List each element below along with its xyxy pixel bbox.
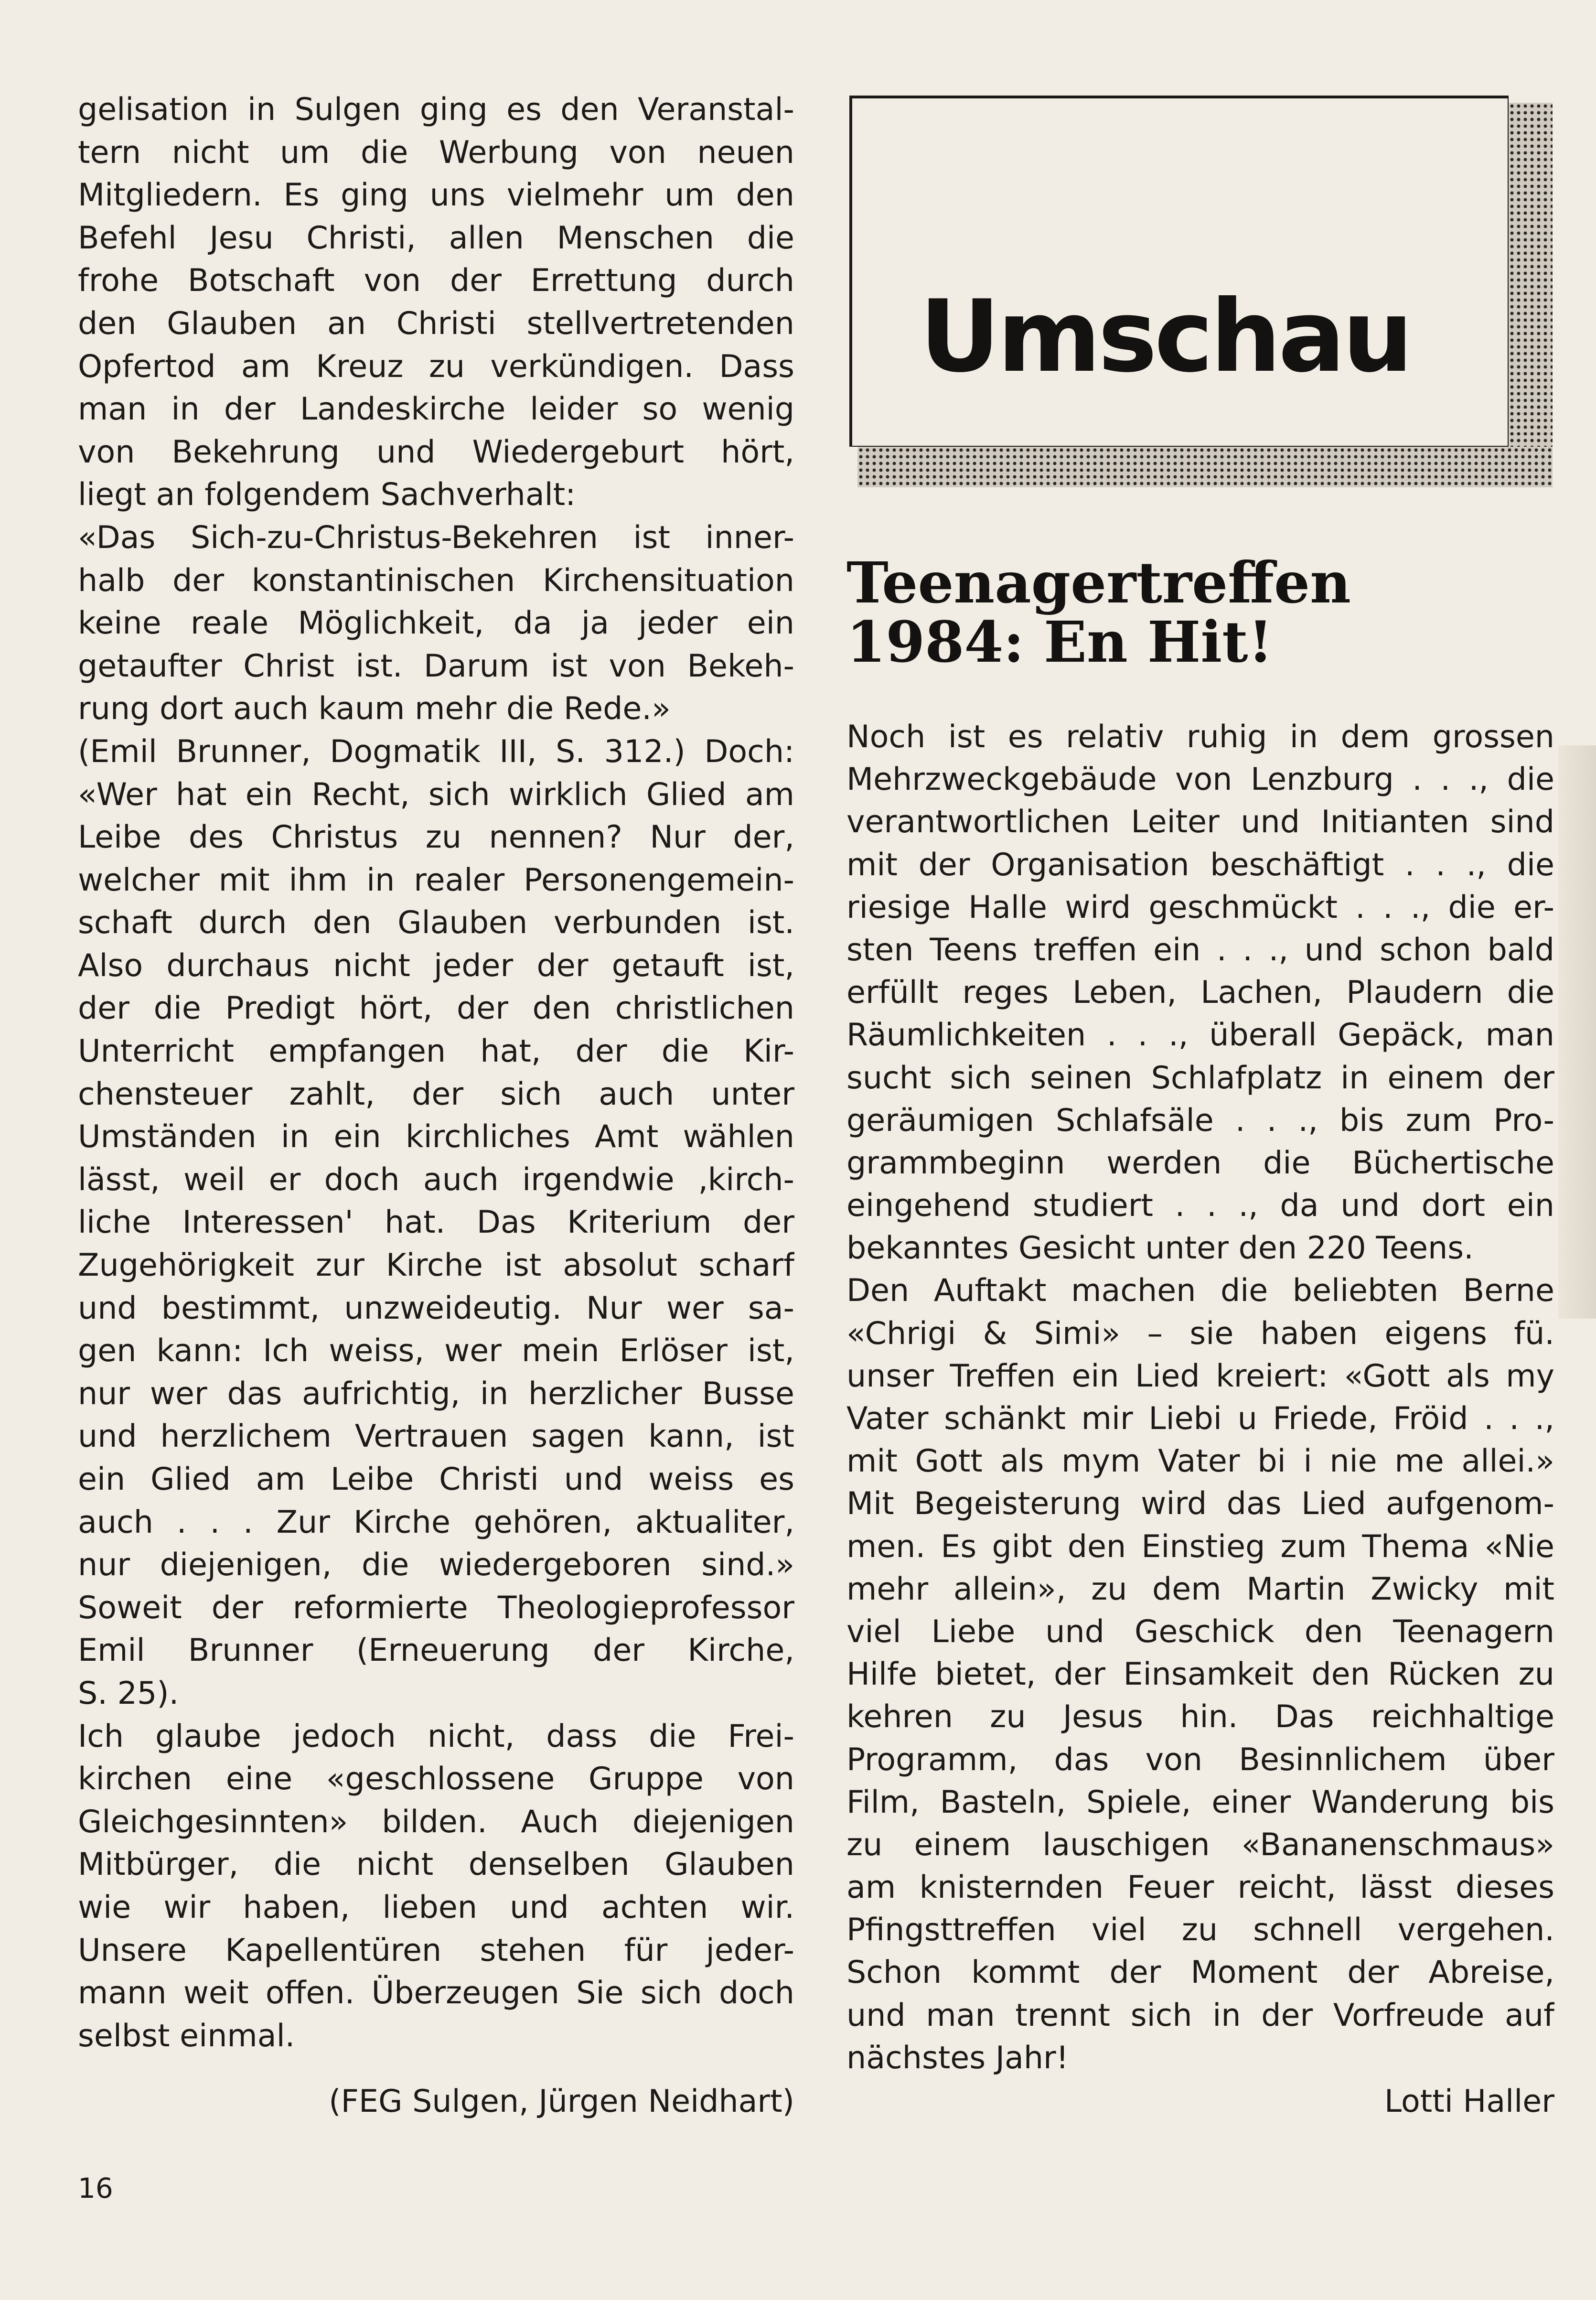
article-line: Film, Basteln, Spiele, einer Wanderung bis bbox=[846, 1784, 1554, 1820]
article-line: Den Auftakt machen die beliebten Berne bbox=[846, 1273, 1554, 1309]
left-column-line: gen kann: Ich weiss, wer mein Erlöser ist, bbox=[78, 1333, 794, 1369]
left-column-line: halb der konstantinischen Kirchensituation bbox=[78, 562, 794, 599]
left-column-line: ein Glied am Leibe Christi und weiss es bbox=[78, 1462, 794, 1497]
left-column-signature: (FEG Sulgen, Jürgen Neidhart) bbox=[329, 2084, 794, 2119]
left-column-line: tern nicht um die Werbung von neuen bbox=[78, 134, 794, 171]
left-column-line: und bestimmt, unzweideutig. Nur wer sa- bbox=[78, 1290, 794, 1326]
article-line: sten Teens treffen ein . . ., und schon bald bbox=[846, 932, 1554, 968]
article-line: nächstes Jahr! bbox=[846, 2040, 1069, 2076]
left-column-line: Leibe des Christus zu nennen? Nur der, bbox=[78, 819, 794, 856]
article-line: verantwortlichen Leiter und Initianten sind bbox=[846, 804, 1554, 840]
article-line: zu einem lauschigen «Bananenschmaus» bbox=[846, 1827, 1554, 1863]
left-column-line: Mitbürger, die nicht denselben Glauben bbox=[78, 1847, 794, 1883]
left-column-line: von Bekehrung und Wiedergeburt hört, bbox=[78, 434, 794, 470]
left-column-line: gelisation in Sulgen ging es den Veranstal- bbox=[78, 92, 794, 128]
article-line: bekanntes Gesicht unter den 220 Teens. bbox=[846, 1230, 1474, 1267]
article-line: mit der Organisation beschäftigt . . ., die bbox=[846, 847, 1554, 883]
left-column-line: nur diejenigen, die wiedergeboren sind.» bbox=[78, 1547, 794, 1583]
left-column-line: liche Interessen' hat. Das Kriterium der bbox=[78, 1204, 794, 1241]
section-box-shadow-right bbox=[1509, 103, 1553, 487]
left-column-line: «Wer hat ein Recht, sich wirklich Glied am bbox=[78, 776, 794, 813]
left-column-line: liegt an folgendem Sachverhalt: bbox=[78, 477, 576, 513]
article-author: Lotti Haller bbox=[1384, 2084, 1554, 2119]
article-headline-line-2: 1984: En Hit! bbox=[846, 609, 1273, 675]
article-line: mehr allein», zu dem Martin Zwicky mit bbox=[846, 1571, 1554, 1607]
article-line: Programm, das von Besinnlichem über bbox=[846, 1741, 1554, 1778]
page-number: 16 bbox=[78, 2172, 113, 2204]
article-headline-line-1: Teenagertreffen bbox=[846, 549, 1351, 616]
article-line: Schon kommt der Moment der Abreise, bbox=[846, 1955, 1554, 1991]
left-column-line: man in der Landeskirche leider so wenig bbox=[78, 391, 794, 428]
article-line: erfüllt reges Leben, Lachen, Plaudern die bbox=[846, 975, 1554, 1011]
left-column-line: wie wir haben, lieben und achten wir. bbox=[78, 1889, 794, 1925]
left-column-line: kirchen eine «geschlossene Gruppe von bbox=[78, 1761, 794, 1797]
article-line: Räumlichkeiten . . ., überall Gepäck, man bbox=[846, 1017, 1554, 1053]
left-column-line: und herzlichem Vertrauen sagen kann, ist bbox=[78, 1419, 794, 1455]
left-column-line: nur wer das aufrichtig, in herzlicher Busse bbox=[78, 1376, 794, 1412]
left-column-line: Umständen in ein kirchliches Amt wählen bbox=[78, 1119, 794, 1155]
article-line: viel Liebe und Geschick den Teenagern bbox=[846, 1613, 1554, 1650]
article-line: Mit Begeisterung wird das Lied aufgenom- bbox=[846, 1486, 1554, 1522]
left-column-line: Mitgliedern. Es ging uns vielmehr um den bbox=[78, 177, 794, 214]
left-column-line: Befehl Jesu Christi, allen Menschen die bbox=[78, 220, 794, 256]
article-line: grammbeginn werden die Büchertische bbox=[846, 1145, 1554, 1181]
left-column-line: rung dort auch kaum mehr die Rede.» bbox=[78, 691, 671, 727]
left-column-line: Soweit der reformierte Theologieprofessor bbox=[78, 1590, 794, 1626]
left-column-text bbox=[78, 88, 794, 2057]
section-title: Umschau bbox=[920, 279, 1411, 395]
left-column-line: (Emil Brunner, Dogmatik III, S. 312.) Doch: bbox=[78, 733, 794, 770]
left-column-line: schaft durch den Glauben verbunden ist. bbox=[78, 905, 794, 941]
left-column-line: lässt, weil er doch auch irgendwie ‚kirch- bbox=[78, 1161, 794, 1198]
article-line: mit Gott als mym Vater bi i nie me allei.» bbox=[846, 1443, 1554, 1480]
article-line: am knisternden Feuer reicht, lässt dieses bbox=[846, 1870, 1554, 1906]
article-line: kehren zu Jesus hin. Das reichhaltige bbox=[846, 1699, 1554, 1735]
left-column-line: frohe Botschaft von der Errettung durch bbox=[78, 263, 794, 299]
article-line: unser Treffen ein Lied kreiert: «Gott als my bbox=[846, 1358, 1554, 1394]
left-column-line: Zugehörigkeit zur Kirche ist absolut scharf bbox=[78, 1247, 794, 1284]
left-column-line: mann weit offen. Überzeugen Sie sich doch bbox=[78, 1975, 794, 2011]
left-column-line: Also durchaus nicht jeder der getauft ist, bbox=[78, 947, 794, 984]
left-column-line: chensteuer zahlt, der sich auch unter bbox=[78, 1076, 794, 1112]
left-column-line: getaufter Christ ist. Darum ist von Bekeh- bbox=[78, 648, 794, 684]
article-line: und man trennt sich in der Vorfreude auf bbox=[846, 1997, 1554, 2033]
left-column-line: der die Predigt hört, der den christlichen bbox=[78, 990, 794, 1027]
article-line: geräumigen Schlafsäle . . ., bis zum Pro- bbox=[846, 1102, 1554, 1139]
article-line: sucht sich seinen Schlafplatz in einem der bbox=[846, 1060, 1554, 1096]
left-column-line: S. 25). bbox=[78, 1675, 179, 1711]
left-column-line: Unsere Kapellentüren stehen für jeder- bbox=[78, 1932, 794, 1968]
left-column-line: auch . . . Zur Kirche gehören, aktualiter, bbox=[78, 1504, 794, 1540]
article-body bbox=[846, 716, 1554, 2079]
left-column-line: keine reale Möglichkeit, da ja jeder ein bbox=[78, 605, 794, 642]
article-line: riesige Halle wird geschmückt . . ., die er- bbox=[846, 889, 1554, 925]
left-column-line: «Das Sich-zu-Christus-Bekehren ist inner- bbox=[78, 519, 794, 556]
left-column-line: den Glauben an Christi stellvertretenden bbox=[78, 305, 794, 342]
left-column-line: Opfertod am Kreuz zu verkündigen. Dass bbox=[78, 348, 794, 385]
torn-page-edge bbox=[1558, 745, 1596, 1319]
section-box-shadow-bottom bbox=[857, 447, 1553, 487]
left-column-line: Gleichgesinnten» bilden. Auch diejenigen bbox=[78, 1804, 794, 1840]
article-line: Pfingsttreffen viel zu schnell vergehen. bbox=[846, 1912, 1554, 1948]
article-line: eingehend studiert . . ., da und dort ein bbox=[846, 1188, 1554, 1224]
article-line: Hilfe bietet, der Einsamkeit den Rücken zu bbox=[846, 1656, 1554, 1693]
left-column-line: Emil Brunner (Erneuerung der Kirche, bbox=[78, 1633, 794, 1669]
left-column-line: Ich glaube jedoch nicht, dass die Frei- bbox=[78, 1718, 794, 1754]
left-column-line: Unterricht empfangen hat, der die Kir- bbox=[78, 1033, 794, 1070]
article-headline bbox=[846, 549, 1553, 675]
left-column-line: selbst einmal. bbox=[78, 2018, 295, 2054]
article-line: «Chrigi & Simi» – sie haben eigens fü. bbox=[846, 1315, 1554, 1352]
article-line: men. Es gibt den Einstieg zum Thema «Nie bbox=[846, 1528, 1554, 1565]
left-column-line: welcher mit ihm in realer Personengemein- bbox=[78, 862, 794, 898]
article-line: Vater schänkt mir Liebi u Friede, Fröid . . ., bbox=[846, 1401, 1554, 1437]
article-line: Noch ist es relativ ruhig in dem grossen bbox=[846, 719, 1554, 755]
article-line: Mehrzweckgebäude von Lenzburg . . ., die bbox=[846, 762, 1554, 798]
